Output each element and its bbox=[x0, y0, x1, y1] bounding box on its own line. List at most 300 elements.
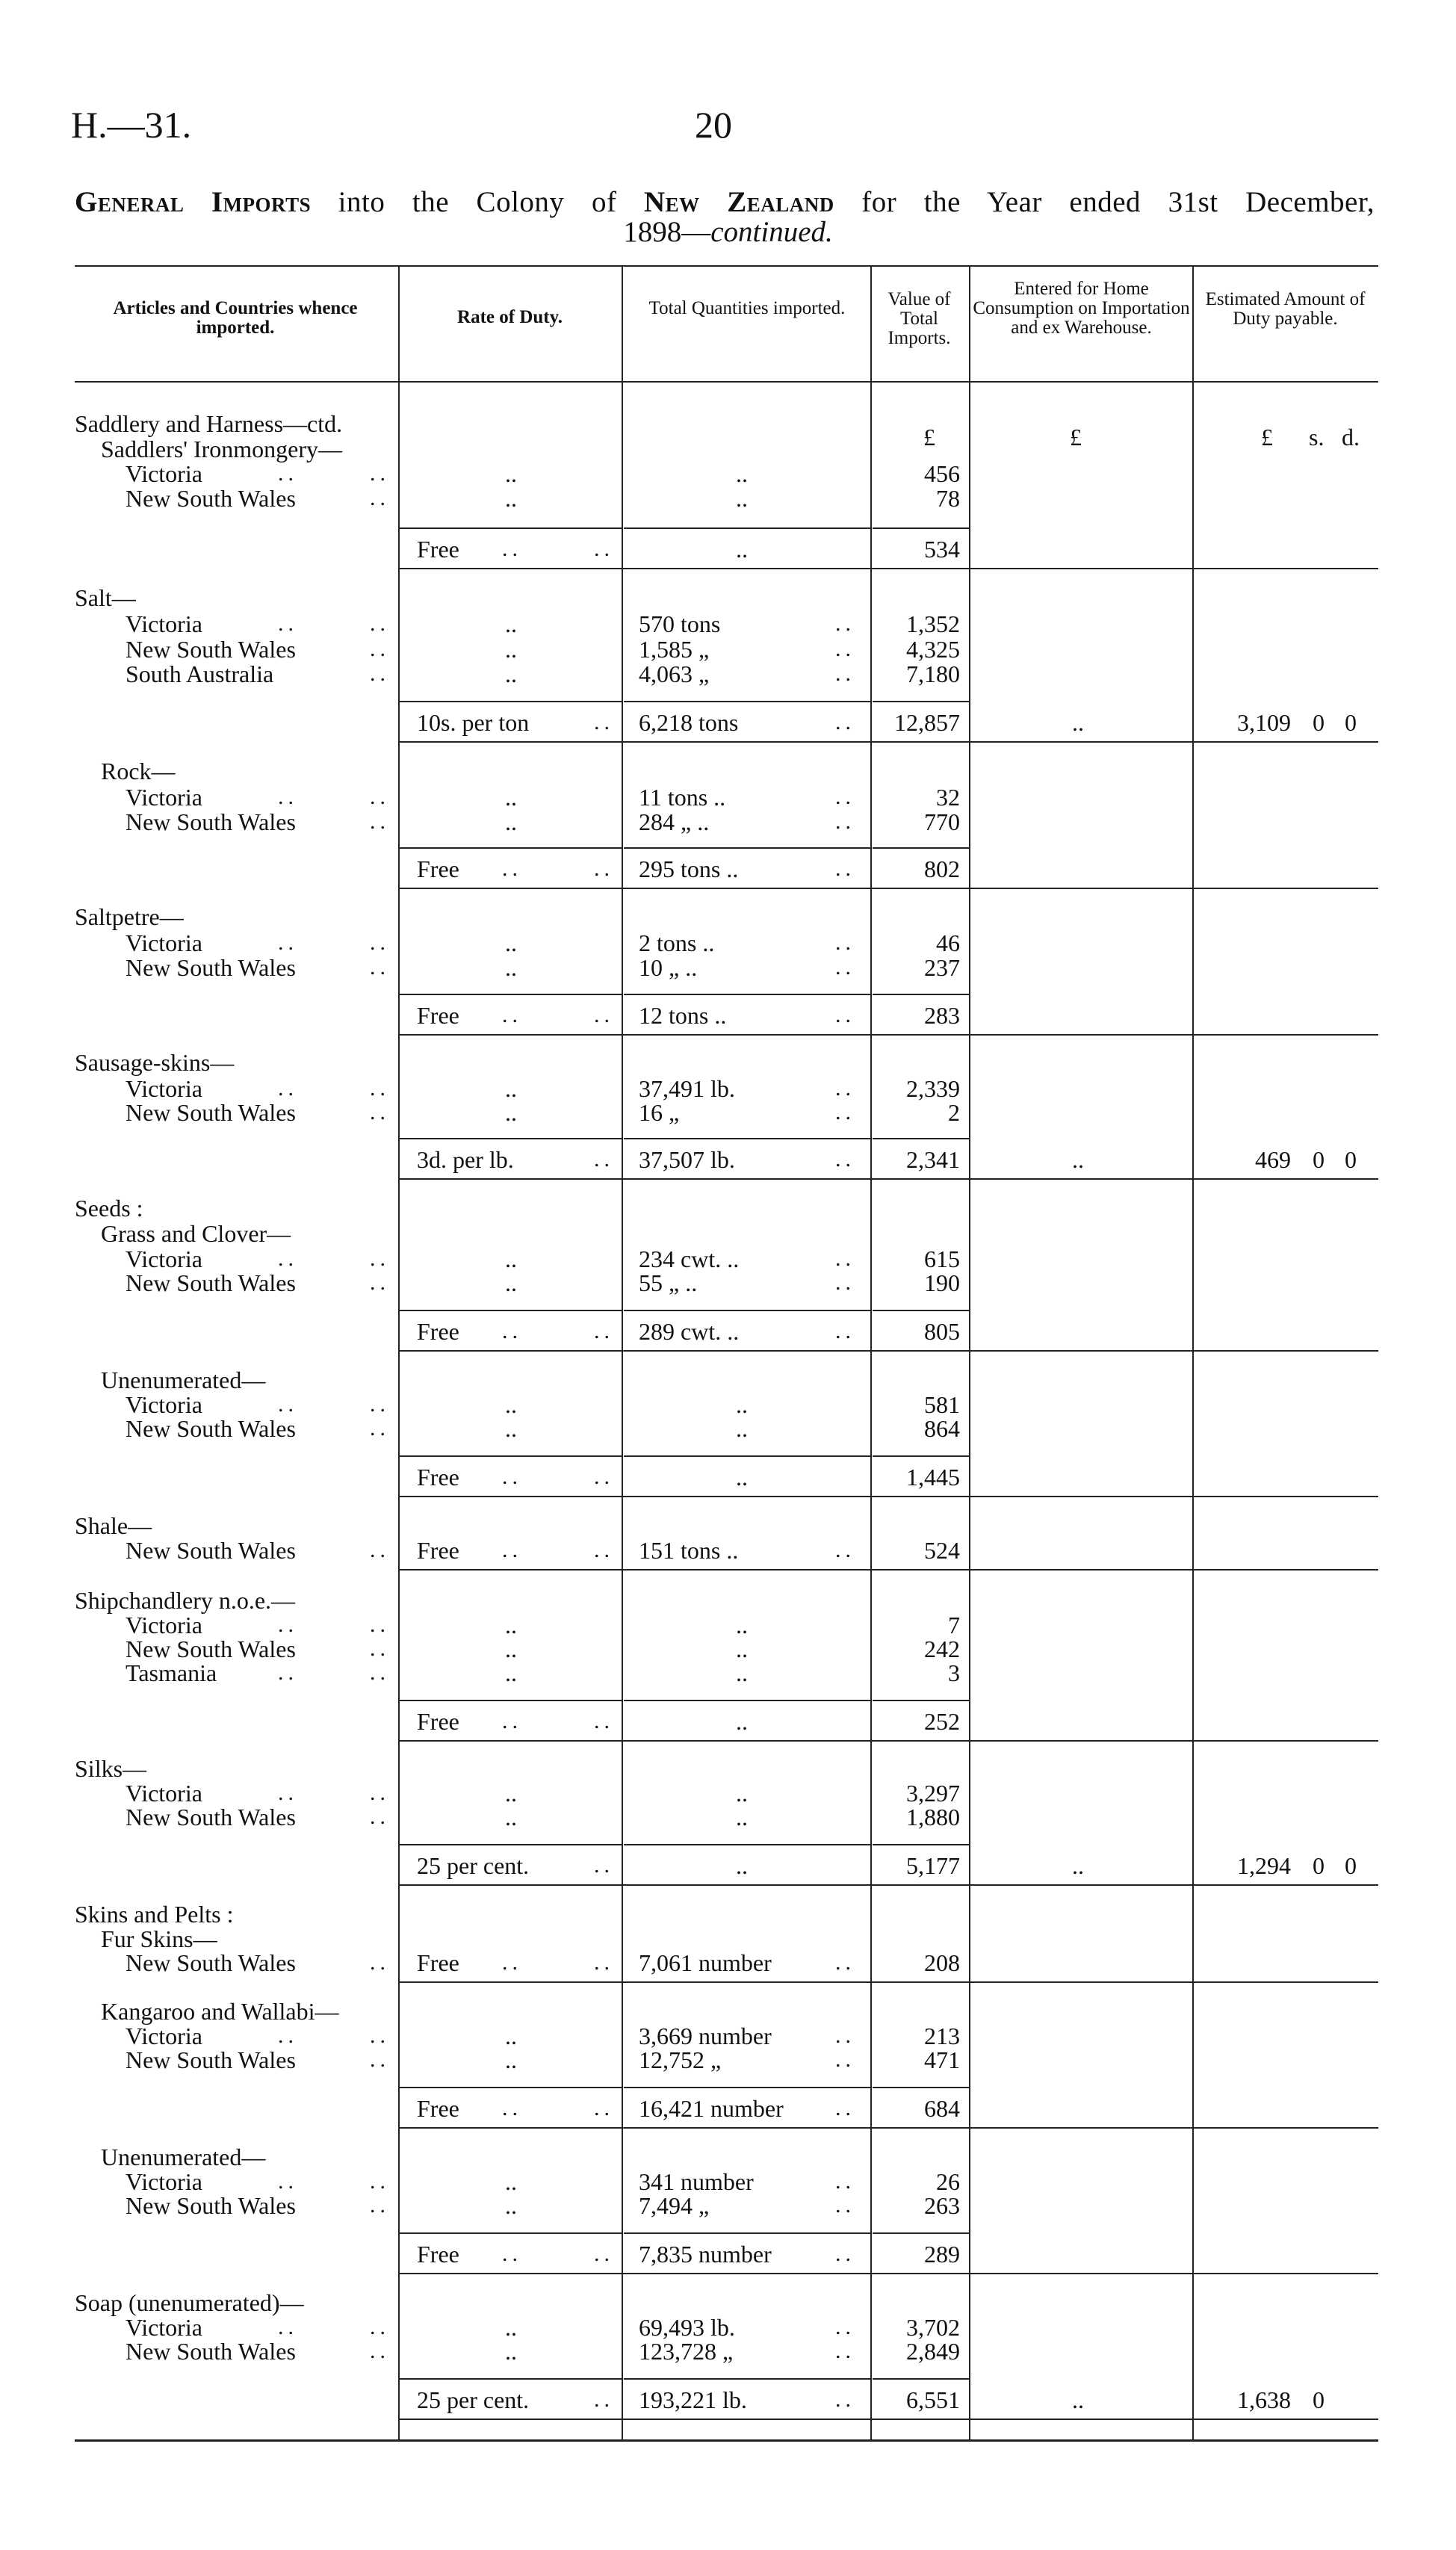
leader-dots: .. bbox=[835, 1950, 855, 1975]
total-value: 3 bbox=[948, 1659, 960, 1686]
leader-dots: .. bbox=[370, 2169, 390, 2194]
row-label: New South Wales bbox=[126, 2338, 296, 2365]
subtotal-rule bbox=[400, 527, 622, 529]
leader-dots: .. bbox=[370, 661, 390, 686]
rate-of-duty: Free bbox=[417, 1002, 459, 1029]
column-divider bbox=[398, 265, 400, 2439]
subtotal-rule bbox=[873, 994, 969, 995]
leader-dots: .. bbox=[370, 1538, 390, 1562]
row-label: New South Wales bbox=[126, 1635, 296, 1662]
row-label: Skins and Pelts : bbox=[75, 1901, 234, 1928]
row-label: Rock— bbox=[101, 758, 176, 785]
subtotal-rule bbox=[624, 1700, 870, 1701]
total-quantity: 55 „ .. bbox=[639, 1269, 698, 1296]
rate-of-duty: .. bbox=[505, 1245, 517, 1272]
rate-of-duty: .. bbox=[505, 2192, 517, 2219]
leader-dots: .. bbox=[835, 785, 855, 809]
subtotal-rule bbox=[400, 847, 622, 849]
col-value-header: Value of Total Imports. bbox=[887, 289, 951, 348]
subtotal-rule bbox=[624, 994, 870, 995]
row-label: Victoria bbox=[126, 784, 202, 811]
total-value: 46 bbox=[936, 929, 960, 956]
col-quantities-header: Total Quantities imported. bbox=[648, 298, 846, 318]
duty-shillings: 0 bbox=[1313, 1146, 1325, 1173]
subtotal-rule bbox=[400, 1138, 622, 1139]
leader-dots: .. bbox=[835, 930, 855, 955]
title-year: 1898— bbox=[623, 216, 711, 248]
leader-dots: .. bbox=[835, 1319, 855, 1343]
total-quantity: 12,752 „ bbox=[639, 2046, 722, 2073]
subtotal-rule bbox=[873, 847, 969, 849]
leader-dots: .. bbox=[370, 461, 390, 486]
subtotal-rule bbox=[873, 2087, 969, 2088]
total-quantity: 11 tons .. bbox=[639, 784, 726, 811]
row-label: Seeds : bbox=[75, 1195, 143, 1222]
row-label: Saddlery and Harness—ctd. bbox=[75, 410, 343, 437]
total-value: 615 bbox=[924, 1245, 960, 1272]
leader-dots: .. bbox=[594, 2096, 614, 2120]
total-value: 6,551 bbox=[906, 2386, 960, 2413]
document-code: H.—31. bbox=[71, 104, 192, 146]
subtotal-rule bbox=[873, 2378, 969, 2380]
subtotal-rule bbox=[873, 701, 969, 702]
section-rule bbox=[400, 2273, 1378, 2274]
row-label: Kangaroo and Wallabi— bbox=[101, 1998, 339, 2025]
total-value: 864 bbox=[924, 1415, 960, 1442]
leader-dots: .. bbox=[278, 1612, 298, 1637]
total-value: 4,325 bbox=[906, 636, 960, 663]
leader-dots: .. bbox=[594, 1003, 614, 1027]
total-quantity: .. bbox=[736, 1612, 748, 1638]
section-rule bbox=[400, 1034, 1378, 1036]
column-divider bbox=[622, 265, 623, 2439]
total-quantity: 193,221 lb. bbox=[639, 2386, 747, 2413]
entered-home-consumption: .. bbox=[1072, 1146, 1084, 1173]
total-quantity: 284 „ .. bbox=[639, 808, 710, 835]
total-quantity: .. bbox=[736, 1415, 748, 1442]
duty-shillings: 0 bbox=[1313, 2386, 1325, 2413]
rate-of-duty: .. bbox=[505, 2314, 517, 2341]
subtotal-rule bbox=[400, 2378, 622, 2380]
subtotal-rule bbox=[624, 2232, 870, 2234]
total-quantity: .. bbox=[736, 1635, 748, 1662]
rate-of-duty: .. bbox=[505, 1635, 517, 1662]
rate-of-duty: 10s. per ton bbox=[417, 709, 530, 736]
leader-dots: .. bbox=[594, 2241, 614, 2266]
subtotal-rule bbox=[873, 1700, 969, 1701]
total-quantity: 3,669 number bbox=[639, 2023, 772, 2049]
total-quantity: 151 tons .. bbox=[639, 1537, 739, 1564]
rate-of-duty: 3d. per lb. bbox=[417, 1146, 514, 1173]
leader-dots: .. bbox=[835, 710, 855, 734]
leader-dots: .. bbox=[370, 809, 390, 834]
row-label: New South Wales bbox=[126, 1804, 296, 1831]
leader-dots: .. bbox=[278, 461, 298, 486]
title-continued: continued. bbox=[710, 216, 833, 248]
rate-of-duty: Free bbox=[417, 536, 459, 563]
leader-dots: .. bbox=[502, 2096, 522, 2120]
leader-dots: .. bbox=[835, 1003, 855, 1027]
rate-of-duty: Free bbox=[417, 1949, 459, 1976]
leader-dots: .. bbox=[278, 1780, 298, 1805]
total-quantity: .. bbox=[736, 1708, 748, 1735]
row-label: New South Wales bbox=[126, 485, 296, 512]
subtotal-rule bbox=[873, 1455, 969, 1457]
section-rule bbox=[400, 2419, 1378, 2420]
rate-of-duty: .. bbox=[505, 1804, 517, 1831]
row-label: Victoria bbox=[126, 1245, 202, 1272]
row-label: New South Wales bbox=[126, 2046, 296, 2073]
leader-dots: .. bbox=[370, 1636, 390, 1661]
table-title bbox=[75, 185, 1375, 219]
leader-dots: .. bbox=[835, 2315, 855, 2339]
subtotal-rule bbox=[624, 2087, 870, 2088]
subtotal-rule bbox=[624, 1455, 870, 1457]
rate-of-duty: 25 per cent. bbox=[417, 1852, 530, 1879]
row-label: Victoria bbox=[126, 1612, 202, 1638]
total-value: 32 bbox=[936, 784, 960, 811]
total-quantity: 6,218 tons bbox=[639, 709, 739, 736]
duty-pounds: 1,294 bbox=[1237, 1852, 1291, 1879]
unit-pound-value: £ bbox=[923, 424, 935, 451]
subtotal-rule bbox=[873, 1310, 969, 1311]
leader-dots: .. bbox=[278, 785, 298, 809]
row-label: Victoria bbox=[126, 929, 202, 956]
section-rule bbox=[400, 1981, 1378, 1983]
total-quantity: .. bbox=[736, 485, 748, 512]
rate-of-duty: .. bbox=[505, 1099, 517, 1126]
header-bottom-rule bbox=[75, 381, 1378, 383]
duty-pounds: 469 bbox=[1255, 1146, 1291, 1173]
row-label: New South Wales bbox=[126, 1537, 296, 1564]
leader-dots: .. bbox=[370, 2193, 390, 2218]
total-quantity: 10 „ .. bbox=[639, 954, 698, 981]
rate-of-duty: .. bbox=[505, 2338, 517, 2365]
entered-home-consumption: .. bbox=[1072, 709, 1084, 736]
leader-dots: .. bbox=[502, 1464, 522, 1489]
leader-dots: .. bbox=[835, 1076, 855, 1101]
leader-dots: .. bbox=[278, 1076, 298, 1101]
leader-dots: .. bbox=[835, 955, 855, 980]
row-label: New South Wales bbox=[126, 954, 296, 981]
leader-dots: .. bbox=[370, 1076, 390, 1101]
leader-dots: .. bbox=[835, 2241, 855, 2266]
subtotal-rule bbox=[400, 1455, 622, 1457]
total-value: 3,702 bbox=[906, 2314, 960, 2341]
leader-dots: .. bbox=[835, 856, 855, 881]
rate-of-duty: .. bbox=[505, 1269, 517, 1296]
row-label: New South Wales bbox=[126, 1415, 296, 1442]
total-value: 1,352 bbox=[906, 610, 960, 637]
total-value: 2,339 bbox=[906, 1075, 960, 1102]
row-label: Victoria bbox=[126, 2314, 202, 2341]
total-value: 456 bbox=[924, 460, 960, 487]
rate-of-duty: .. bbox=[505, 460, 517, 487]
title-colony: New Zealand bbox=[643, 186, 834, 218]
row-label: Victoria bbox=[126, 610, 202, 637]
total-quantity: 123,728 „ bbox=[639, 2338, 734, 2365]
row-label: Sausage-skins— bbox=[75, 1049, 235, 1076]
leader-dots: .. bbox=[370, 1100, 390, 1124]
total-quantity: 69,493 lb. bbox=[639, 2314, 735, 2341]
row-label: Silks— bbox=[75, 1755, 147, 1782]
row-label: Fur Skins— bbox=[101, 1925, 217, 1952]
subtotal-rule bbox=[873, 1138, 969, 1139]
row-label: Tasmania bbox=[126, 1659, 217, 1686]
leader-dots: .. bbox=[370, 2047, 390, 2072]
leader-dots: .. bbox=[370, 1416, 390, 1440]
rate-of-duty: .. bbox=[505, 1659, 517, 1686]
entered-home-consumption: .. bbox=[1072, 2386, 1084, 2413]
leader-dots: .. bbox=[370, 2315, 390, 2339]
row-label: Salt— bbox=[75, 584, 136, 611]
row-label: New South Wales bbox=[126, 636, 296, 663]
subtotal-rule bbox=[400, 2087, 622, 2088]
rate-of-duty: .. bbox=[505, 1075, 517, 1102]
total-quantity: 570 tons bbox=[639, 610, 721, 637]
col-articles-header: Articles and Countries whence imported. bbox=[113, 298, 358, 338]
rate-of-duty: Free bbox=[417, 2241, 459, 2268]
total-quantity: 2 tons .. bbox=[639, 929, 715, 956]
entered-home-consumption: .. bbox=[1072, 1852, 1084, 1879]
leader-dots: .. bbox=[370, 785, 390, 809]
page-number: 20 bbox=[695, 104, 732, 146]
section-rule bbox=[400, 1884, 1378, 1886]
section-rule bbox=[400, 568, 1378, 569]
total-quantity: 7,061 number bbox=[639, 1949, 772, 1976]
total-value: 5,177 bbox=[906, 1852, 960, 1879]
leader-dots: .. bbox=[370, 1660, 390, 1685]
total-value: 289 bbox=[924, 2241, 960, 2268]
total-value: 263 bbox=[924, 2192, 960, 2219]
leader-dots: .. bbox=[594, 1147, 614, 1172]
total-quantity: .. bbox=[736, 1464, 748, 1491]
total-value: 213 bbox=[924, 2023, 960, 2049]
subtotal-rule bbox=[873, 1844, 969, 1845]
rate-of-duty: .. bbox=[505, 1612, 517, 1638]
subtotal-rule bbox=[624, 1844, 870, 1845]
leader-dots: .. bbox=[835, 1538, 855, 1562]
duty-pence: 0 bbox=[1345, 1146, 1357, 1173]
leader-dots: .. bbox=[370, 1392, 390, 1417]
total-quantity: 289 cwt. .. bbox=[639, 1318, 740, 1345]
col-rate-header: Rate of Duty. bbox=[457, 307, 563, 327]
leader-dots: .. bbox=[278, 930, 298, 955]
subtotal-rule bbox=[624, 2378, 870, 2380]
total-quantity: 16 „ bbox=[639, 1099, 680, 1126]
row-label: Grass and Clover— bbox=[101, 1220, 291, 1247]
section-rule bbox=[400, 1496, 1378, 1497]
leader-dots: .. bbox=[278, 2315, 298, 2339]
total-quantity: 4,063 „ bbox=[639, 660, 710, 687]
leader-dots: .. bbox=[594, 2387, 614, 2412]
total-value: 12,857 bbox=[894, 709, 960, 736]
table-top-rule bbox=[75, 265, 1378, 267]
leader-dots: .. bbox=[594, 536, 614, 561]
unit-pound-duty: £ bbox=[1261, 424, 1273, 451]
rate-of-duty: .. bbox=[505, 929, 517, 956]
total-quantity: .. bbox=[736, 1391, 748, 1418]
leader-dots: .. bbox=[502, 1003, 522, 1027]
total-quantity: 234 cwt. .. bbox=[639, 1245, 740, 1272]
total-value: 2,849 bbox=[906, 2338, 960, 2365]
leader-dots: .. bbox=[370, 1950, 390, 1975]
leader-dots: .. bbox=[370, 955, 390, 980]
total-quantity: .. bbox=[736, 1804, 748, 1831]
col-entered-header: Entered for Home Consumption on Importation and ex Warehouse. bbox=[973, 279, 1190, 338]
column-divider bbox=[969, 265, 970, 2439]
total-value: 208 bbox=[924, 1949, 960, 1976]
row-label: New South Wales bbox=[126, 1269, 296, 1296]
total-quantity: .. bbox=[736, 1780, 748, 1807]
total-quantity: .. bbox=[736, 1659, 748, 1686]
leader-dots: .. bbox=[278, 1660, 298, 1685]
total-value: 805 bbox=[924, 1318, 960, 1345]
row-label: Victoria bbox=[126, 1780, 202, 1807]
row-label: Shipchandlery n.o.e.— bbox=[75, 1587, 296, 1614]
table-subtitle bbox=[0, 215, 1456, 249]
row-label: Victoria bbox=[126, 460, 202, 487]
total-value: 770 bbox=[924, 808, 960, 835]
leader-dots: .. bbox=[278, 2023, 298, 2048]
total-quantity: 7,494 „ bbox=[639, 2192, 710, 2219]
row-label: Saltpetre— bbox=[75, 903, 184, 930]
total-value: 802 bbox=[924, 855, 960, 882]
leader-dots: .. bbox=[835, 2169, 855, 2194]
leader-dots: .. bbox=[370, 1612, 390, 1637]
total-value: 684 bbox=[924, 2095, 960, 2122]
rate-of-duty: .. bbox=[505, 636, 517, 663]
leader-dots: .. bbox=[594, 856, 614, 881]
rate-of-duty: .. bbox=[505, 1780, 517, 1807]
total-quantity: 295 tons .. bbox=[639, 855, 739, 882]
row-label: Soap (unenumerated)— bbox=[75, 2289, 304, 2316]
rate-of-duty: .. bbox=[505, 485, 517, 512]
rate-of-duty: Free bbox=[417, 1708, 459, 1735]
column-divider bbox=[870, 265, 872, 2439]
rate-of-duty: .. bbox=[505, 808, 517, 835]
rate-of-duty: .. bbox=[505, 1391, 517, 1418]
total-value: 534 bbox=[924, 536, 960, 563]
row-label: Unenumerated— bbox=[101, 2144, 266, 2170]
subtotal-rule bbox=[400, 701, 622, 702]
leader-dots: .. bbox=[278, 611, 298, 636]
total-value: 78 bbox=[936, 485, 960, 512]
rate-of-duty: .. bbox=[505, 610, 517, 637]
row-label: Shale— bbox=[75, 1512, 152, 1539]
total-value: 2 bbox=[948, 1099, 960, 1126]
rate-of-duty: Free bbox=[417, 855, 459, 882]
total-value: 471 bbox=[924, 2046, 960, 2073]
section-rule bbox=[400, 888, 1378, 889]
rate-of-duty: Free bbox=[417, 2095, 459, 2122]
section-rule bbox=[400, 1350, 1378, 1352]
leader-dots: .. bbox=[502, 1950, 522, 1975]
total-quantity: 16,421 number bbox=[639, 2095, 784, 2122]
total-quantity: .. bbox=[736, 1852, 748, 1879]
row-label: Saddlers' Ironmongery— bbox=[101, 436, 343, 462]
total-quantity: 341 number bbox=[639, 2168, 754, 2195]
leader-dots: .. bbox=[835, 1270, 855, 1295]
leader-dots: .. bbox=[835, 1147, 855, 1172]
leader-dots: .. bbox=[835, 1246, 855, 1271]
leader-dots: .. bbox=[835, 2387, 855, 2412]
leader-dots: .. bbox=[502, 1709, 522, 1733]
total-value: 283 bbox=[924, 1002, 960, 1029]
leader-dots: .. bbox=[835, 2193, 855, 2218]
leader-dots: .. bbox=[594, 1853, 614, 1878]
total-value: 190 bbox=[924, 1269, 960, 1296]
total-value: 1,445 bbox=[906, 1464, 960, 1491]
leader-dots: .. bbox=[835, 611, 855, 636]
subtotal-rule bbox=[873, 527, 969, 529]
leader-dots: .. bbox=[278, 1246, 298, 1271]
subtotal-rule bbox=[400, 1844, 622, 1845]
unit-pence: d. bbox=[1342, 424, 1360, 451]
duty-pounds: 3,109 bbox=[1237, 709, 1291, 736]
row-label: Victoria bbox=[126, 1075, 202, 1102]
subtotal-rule bbox=[624, 527, 870, 529]
total-value: 524 bbox=[924, 1537, 960, 1564]
subtotal-rule bbox=[873, 2232, 969, 2234]
total-value: 581 bbox=[924, 1391, 960, 1418]
leader-dots: .. bbox=[502, 2241, 522, 2266]
section-rule bbox=[400, 1740, 1378, 1742]
leader-dots: .. bbox=[835, 2023, 855, 2048]
rate-of-duty: .. bbox=[505, 1415, 517, 1442]
leader-dots: .. bbox=[502, 1319, 522, 1343]
section-rule bbox=[400, 741, 1378, 743]
duty-pounds: 1,638 bbox=[1237, 2386, 1291, 2413]
leader-dots: .. bbox=[370, 637, 390, 661]
subtotal-rule bbox=[624, 1310, 870, 1311]
total-quantity: 37,491 lb. bbox=[639, 1075, 735, 1102]
rate-of-duty: .. bbox=[505, 2046, 517, 2073]
row-label: South Australia bbox=[126, 660, 274, 687]
leader-dots: .. bbox=[594, 1538, 614, 1562]
leader-dots: .. bbox=[502, 536, 522, 561]
leader-dots: .. bbox=[835, 809, 855, 834]
row-label: New South Wales bbox=[126, 2192, 296, 2219]
leader-dots: .. bbox=[502, 856, 522, 881]
leader-dots: .. bbox=[370, 930, 390, 955]
table-bottom-rule bbox=[75, 2439, 1378, 2442]
rate-of-duty: Free bbox=[417, 1537, 459, 1564]
row-label: New South Wales bbox=[126, 1949, 296, 1976]
subtotal-rule bbox=[624, 847, 870, 849]
total-value: 26 bbox=[936, 2168, 960, 2195]
row-label: Victoria bbox=[126, 1391, 202, 1418]
leader-dots: .. bbox=[370, 1804, 390, 1829]
leader-dots: .. bbox=[278, 2169, 298, 2194]
subtotal-rule bbox=[624, 701, 870, 702]
total-quantity: 7,835 number bbox=[639, 2241, 772, 2268]
total-quantity: 12 tons .. bbox=[639, 1002, 727, 1029]
section-rule bbox=[400, 1178, 1378, 1180]
leader-dots: .. bbox=[370, 2023, 390, 2048]
leader-dots: .. bbox=[370, 486, 390, 510]
rate-of-duty: .. bbox=[505, 954, 517, 981]
leader-dots: .. bbox=[502, 1538, 522, 1562]
title-prefix: General Imports bbox=[75, 186, 312, 218]
leader-dots: .. bbox=[594, 1709, 614, 1733]
total-value: 3,297 bbox=[906, 1780, 960, 1807]
title-suffix: for the Year ended 31st December, bbox=[861, 186, 1375, 218]
leader-dots: .. bbox=[835, 1100, 855, 1124]
rate-of-duty: .. bbox=[505, 2023, 517, 2049]
rate-of-duty: .. bbox=[505, 660, 517, 687]
leader-dots: .. bbox=[594, 1464, 614, 1489]
